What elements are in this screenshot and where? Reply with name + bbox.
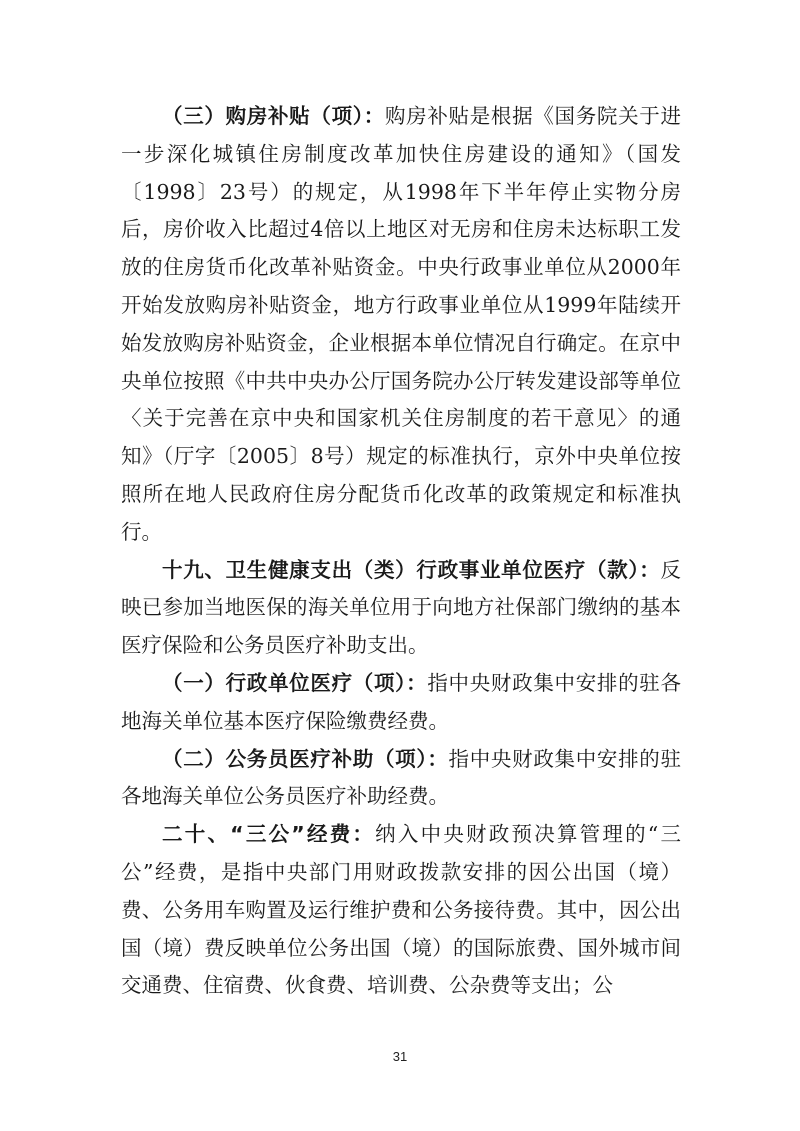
paragraph-heading: （一）行政单位医疗（项）： bbox=[162, 670, 428, 695]
paragraph-three-public-expenses bbox=[121, 816, 681, 1005]
paragraph-text: 购房补贴是根据《国务院关于进一步深化城镇住房制度改革加快住房建设的通知》（国发〔1998〕23号）的规定，从1998年下半年停止实物分房后，房价收入比超过4倍以上地区对无房和住房未达标职工发放的住房货币化改革补贴资金。中央行政事业单位从2000年开始发放购房补贴资金，地方行政事业单位从1999年陆续开始发放购房补贴资金，企业根据本单位情况自行确定。在京中央单位按照《中共中央办公厅国务院办公厅转发建设部等单位〈关于完善在京中央和国家机关住房制度的若干意见〉的通知》（厅字〔2005〕8号）规定的标准执行，京外中央单位按照所在地人民政府住房分配货币化改革的政策规定和标准执行。 bbox=[121, 104, 682, 544]
paragraph-civil-servant-medical bbox=[121, 741, 681, 817]
document-body bbox=[121, 98, 681, 1005]
paragraph-health-expenditure bbox=[121, 552, 681, 665]
paragraph-heading: 二十、“三公”经费： bbox=[162, 822, 376, 847]
paragraph-heading: （三）购房补贴（项）： bbox=[162, 104, 385, 128]
paragraph-heading: 十九、卫生健康支出（类）行政事业单位医疗（款）： bbox=[162, 557, 661, 582]
paragraph-heading: （二）公务员医疗补助（项）： bbox=[162, 746, 449, 771]
paragraph-text: 指中央财政集中安排的驻各地海关单位基本医疗保险缴费经费。 bbox=[121, 670, 682, 733]
paragraph-text: 纳入中央财政预决算管理的“三公”经费，是指中央部门用财政拨款安排的因公出国（境）费、公务用车购置及运行维护费和公务接待费。其中，因公出国（境）费反映单位公务出国（境）的国际旅费、国外城市间交通费、住宿费、伙食费、培训费、公杂费等支出；公 bbox=[121, 822, 681, 998]
paragraph-text: 指中央财政集中安排的驻各地海关单位公务员医疗补助经费。 bbox=[121, 746, 682, 809]
paragraph-housing-subsidy bbox=[121, 98, 681, 552]
paragraph-administrative-medical bbox=[121, 665, 681, 741]
paragraph-text: 反映已参加当地医保的海关单位用于向地方社保部门缴纳的基本医疗保险和公务员医疗补助支出。 bbox=[121, 557, 681, 658]
page-number: 31 bbox=[392, 1049, 408, 1064]
